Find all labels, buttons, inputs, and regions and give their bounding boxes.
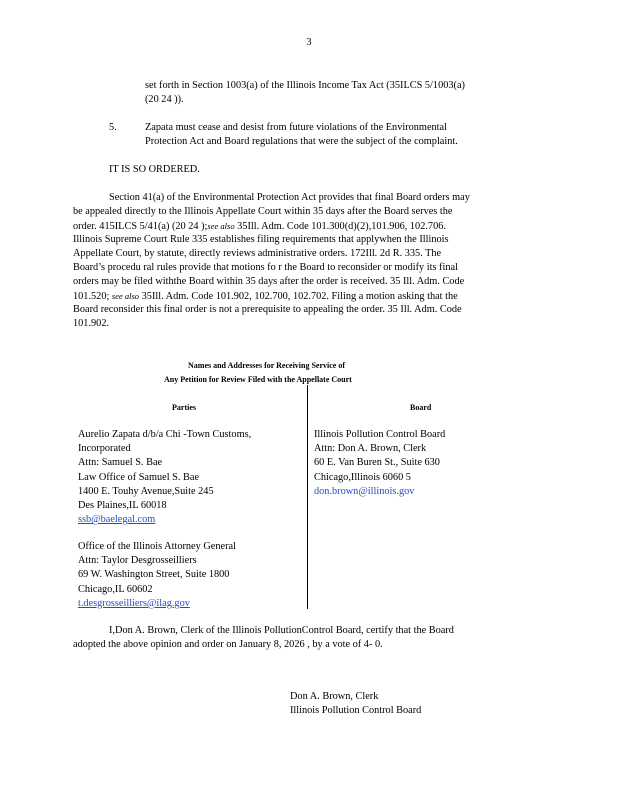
item4-continuation-line1: set forth in Section 1003(a) of the Illinois Income Tax Act (35ILCS 5/1003(a)	[145, 80, 465, 91]
party2-email-link[interactable]: t.desgrosseilliers@ilag.gov	[78, 597, 190, 609]
party1-city: Des Plaines,IL 60018	[78, 500, 167, 512]
section41-line: Section 41(a) of the Environmental Protection Act provides that final Board orders may	[109, 192, 470, 203]
board-name: Illinois Pollution Control Board	[314, 429, 446, 440]
section41-line: orders may be filed withthe Board within 35 days after the order is received. 35 Ill. Adm. Code	[73, 276, 465, 287]
party2-street: 69 W. Washington Street, Suite 1800	[78, 569, 230, 581]
party1-name-line1: Aurelio Zapata d/b/a Chi -Town Customs,	[78, 429, 252, 440]
party1-office: Law Office of Samuel S. Bae	[78, 471, 200, 483]
section41-line: order. 415ILCS 5/41(a) (20 24 );	[73, 221, 208, 232]
so-ordered: IT IS SO ORDERED.	[109, 164, 200, 175]
item5-number: 5.	[109, 122, 117, 133]
board-block	[314, 428, 445, 499]
party1-email-link[interactable]: ssb@baelegal.com	[78, 514, 156, 526]
party2-block	[78, 540, 236, 611]
item5-line2: Protection Act and Board regulations that were the subject of the complaint.	[145, 136, 458, 147]
section41-line: Board reconsider this final order is not a prerequisite to appealing the order. 35 Ill. Adm. Code	[73, 304, 462, 315]
section41-line: 35Ill. Adm. Code 101.902, 102.700, 102.702. Filing a motion asking that the	[141, 291, 458, 302]
board-city: Chicago,Illinois 6060 5	[314, 471, 411, 483]
board-attn: Attn: Don A. Brown, Clerk	[314, 443, 427, 455]
service-list-title-line2: Any Petition for Review Filed with the Appellate Court	[164, 375, 352, 384]
see-also-italic: see also	[207, 221, 235, 231]
party1-name-line2: Incorporated	[78, 443, 131, 455]
certification-line1: I,Don A. Brown, Clerk of the Illinois PollutionControl Board, certify that the Board	[109, 625, 454, 636]
item4-continuation-line2: (20 24 )).	[145, 94, 184, 105]
section41-line: 35Ill. Adm. Code 101.300(d)(2),101.906, 102.706.	[237, 221, 446, 232]
certification-line2: adopted the above opinion and order on January 8, 2026 , by a vote of 4- 0.	[73, 639, 383, 650]
parties-header: Parties	[172, 403, 196, 412]
section41-line: be appealed directly to the Illinois Appellate Court within 35 days after the Board serves the	[73, 206, 453, 217]
item5-line1: Zapata must cease and desist from future violations of the Environmental	[145, 122, 447, 133]
section41-line: 101.520;	[73, 291, 110, 302]
service-list-title-line1: Names and Addresses for Receiving Service of	[188, 361, 346, 370]
party1-attn: Attn: Samuel S. Bae	[78, 457, 163, 469]
party2-name-line1: Office of the Illinois Attorney General	[78, 541, 236, 552]
page-number: 3	[306, 37, 312, 48]
party1-street: 1400 E. Touhy Avenue,Suite 245	[78, 485, 214, 497]
party2-city: Chicago,IL 60602	[78, 583, 153, 595]
section41-line: Illinois Supreme Court Rule 335 establishes filing requirements that applywhen the Illinois	[73, 234, 449, 245]
party2-attn: Attn: Taylor Desgrosseilliers	[78, 555, 197, 567]
party1-block	[78, 428, 251, 527]
section41-line: 101.902.	[73, 318, 110, 329]
column-divider	[307, 385, 308, 609]
signature-name: Don A. Brown, Clerk	[290, 691, 379, 702]
section41-line-with-see-also	[73, 219, 446, 234]
signature-title: Illinois Pollution Control Board	[290, 705, 422, 716]
section41-line: Board’s procedu ral rules provide that motions fo r the Board to reconsider or modify its final	[73, 262, 458, 273]
section41-line-with-see-also	[73, 289, 458, 304]
section41-line: Appellate Court, by statute, directly reviews administrative orders. 172Ill. 2d R. 335. The	[73, 248, 442, 259]
board-street: 60 E. Van Buren St., Suite 630	[314, 457, 440, 469]
see-also-italic: see also	[111, 291, 140, 301]
board-header: Board	[410, 403, 432, 412]
board-email-link[interactable]: don.brown@illinois.gov	[314, 485, 415, 497]
